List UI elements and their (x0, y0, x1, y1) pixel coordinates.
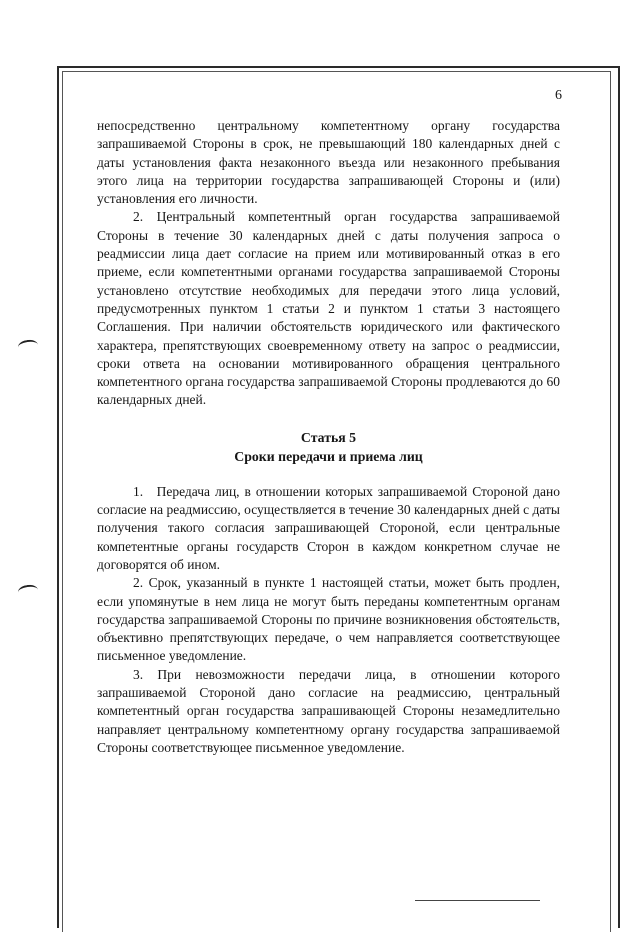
scan-bottom-line (415, 900, 540, 901)
document-body (97, 117, 560, 757)
scan-binding-mark (17, 339, 38, 354)
article5-paragraph-2: 2. Срок, указанный в пункте 1 настоящей статьи, может быть продлен, если упомянутые в нем лица не могут быть переданы компетентным органам государства запрашиваемой Стороны по причине возникновения обстоятельств, объективно препятствующих передаче, о чем направляется соответствующее письменное уведомление. (97, 575, 560, 664)
article5-paragraph-3: 3. При невозможности передачи лица, в отношении которого запрашиваемой Стороной дано согласие на реадмиссию, центральный компетентный орган государства запрашивающей Стороны незамедлительно направляет центральному компетентному органу государства запрашиваемой Стороны соответствующее письменное уведомление. (97, 666, 560, 755)
article5-paragraph-1: 1. Передача лиц, в отношении которых запрашиваемой Стороной дано согласие на реадмиссию, осуществляется в течение 30 календарных дней с даты получения такого согласия запрашивающей Стороной, если центральные компетентные органы государств Сторон в каждом конкретном случае не договорятся об ином. (97, 483, 560, 572)
paragraph-continuation: непосредственно центральному компетентному органу государства запрашиваемой Стороны в срок, не превышающий 180 календарных дней с даты установления факта незаконного въезда или незаконного пребывания этого лица на территории государства запрашивающей Стороны и (или) установления его личности. (97, 118, 560, 207)
scan-binding-mark (17, 584, 38, 599)
article-title: Сроки передачи и приема лиц (234, 448, 423, 464)
paragraph-item-2: 2. Центральный компетентный орган государства запрашиваемой Стороны в течение 30 календарных дней с даты получения запроса о реадмиссии лица дает согласие на прием или мотивированный отказ в его приеме, если компетентными органами государства запрашиваемой Стороны установлено отсутствие необходимых для передачи этого лица условий, предусмотренных пунктом 1 статьи 2 и пунктом 1 статьи 3 настоящего Соглашения. При наличии обстоятельств юридического или фактического характера, препятствующих своевременному ответу на запрос о реадмиссии, сроки ответа на основании мотивированного обращения центрального компетентного органа государства запрашиваемой Стороны продлеваются до 60 календарных дней. (97, 209, 560, 408)
article-heading-block (97, 428, 560, 466)
page-number: 6 (555, 88, 562, 103)
article-number: Статья 5 (300, 429, 357, 445)
